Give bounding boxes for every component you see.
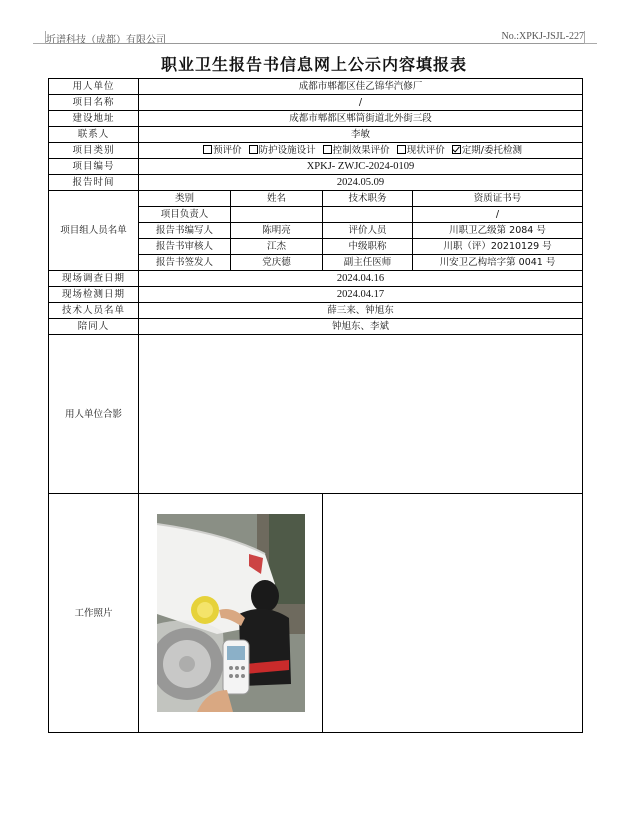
row-address	[49, 111, 583, 127]
option-control-effect[interactable]: 控制效果评价	[319, 145, 390, 156]
member-title: 评价人员	[323, 223, 413, 239]
crop-mark-left	[33, 31, 46, 44]
members-col-category: 类别	[139, 191, 231, 207]
member-title	[323, 207, 413, 223]
checkbox-icon	[323, 145, 332, 154]
label-test-date: 现场检测日期	[49, 287, 139, 303]
value-escort: 钟旭东、李斌	[139, 319, 583, 335]
value-contact: 李敏	[139, 127, 583, 143]
label-work-photo: 工作照片	[49, 494, 139, 733]
member-title: 中级职称	[323, 239, 413, 255]
row-survey-date	[49, 271, 583, 287]
header-divider	[46, 43, 584, 44]
value-project-no: XPKJ- ZWJC-2024-0109	[139, 159, 583, 175]
value-tech-staff: 薛三来、钟旭东	[139, 303, 583, 319]
value-employer: 成都市郫都区佳乙锦华汽修厂	[139, 79, 583, 95]
member-cert: /	[413, 207, 583, 223]
form-title: 职业卫生报告书信息网上公示内容填报表	[160, 55, 467, 74]
label-tech-staff: 技术人员名单	[49, 303, 139, 319]
label-report-date: 报告时间	[49, 175, 139, 191]
label-survey-date: 现场调查日期	[49, 271, 139, 287]
members-col-cert: 资质证书号	[413, 191, 583, 207]
row-contact	[49, 127, 583, 143]
value-report-date: 2024.05.09	[139, 175, 583, 191]
checkbox-checked-icon	[452, 145, 461, 154]
checkbox-icon	[397, 145, 406, 154]
row-category	[49, 143, 583, 159]
value-survey-date: 2024.04.16	[139, 271, 583, 287]
company-name: 圻谱科技（成都）有限公司	[46, 35, 166, 46]
checkbox-icon	[203, 145, 212, 154]
work-photo-cell-empty	[323, 494, 583, 733]
option-periodic-testing[interactable]: 定期/委托检测	[448, 145, 522, 156]
member-role: 项目负责人	[139, 207, 231, 223]
row-test-date	[49, 287, 583, 303]
label-address: 建设地址	[49, 111, 139, 127]
row-tech-staff	[49, 303, 583, 319]
option-pre-evaluation[interactable]: 预评价	[199, 145, 242, 156]
work-photo-cell	[139, 494, 323, 733]
label-escort: 陪同人	[49, 319, 139, 335]
label-project-name: 项目名称	[49, 95, 139, 111]
category-options	[139, 143, 583, 159]
member-title: 副主任医师	[323, 255, 413, 271]
member-name: 党庆德	[231, 255, 323, 271]
value-project-name: /	[139, 95, 583, 111]
row-work-photo	[49, 494, 583, 733]
member-name: 陈明亮	[231, 223, 323, 239]
value-test-date: 2024.04.17	[139, 287, 583, 303]
group-photo-area	[139, 335, 583, 494]
option-protection-design[interactable]: 防护设施设计	[245, 145, 316, 156]
row-escort	[49, 319, 583, 335]
member-name	[231, 207, 323, 223]
member-name: 江杰	[231, 239, 323, 255]
work-photo-image	[157, 514, 305, 712]
members-col-name: 姓名	[231, 191, 323, 207]
checkbox-icon	[249, 145, 258, 154]
member-role: 报告书编写人	[139, 223, 231, 239]
label-category: 项目类别	[49, 143, 139, 159]
crop-mark-right	[584, 31, 597, 44]
label-group-photo: 用人单位合影	[49, 335, 139, 494]
label-contact: 联系人	[49, 127, 139, 143]
disclosure-form-table	[48, 78, 583, 733]
label-members: 项目组人员名单	[49, 191, 139, 271]
row-group-photo	[49, 335, 583, 494]
member-cert: 川安卫乙构培字第 0041 号	[413, 255, 583, 271]
label-employer: 用人单位	[49, 79, 139, 95]
member-role: 报告书签发人	[139, 255, 231, 271]
members-col-title: 技术职务	[323, 191, 413, 207]
member-cert: 川职（评）20210129 号	[413, 239, 583, 255]
row-report-date	[49, 175, 583, 191]
label-project-no: 项目编号	[49, 159, 139, 175]
document-number: No.:XPKJ-JSJL-227	[501, 31, 584, 42]
member-cert: 川职卫乙级第 2084 号	[413, 223, 583, 239]
row-project-no	[49, 159, 583, 175]
members-header-row	[49, 191, 583, 207]
option-status-evaluation[interactable]: 现状评价	[393, 145, 445, 156]
value-address: 成都市郫都区郫筒街道北外街三段	[139, 111, 583, 127]
row-employer	[49, 79, 583, 95]
row-project-name	[49, 95, 583, 111]
member-role: 报告书审核人	[139, 239, 231, 255]
